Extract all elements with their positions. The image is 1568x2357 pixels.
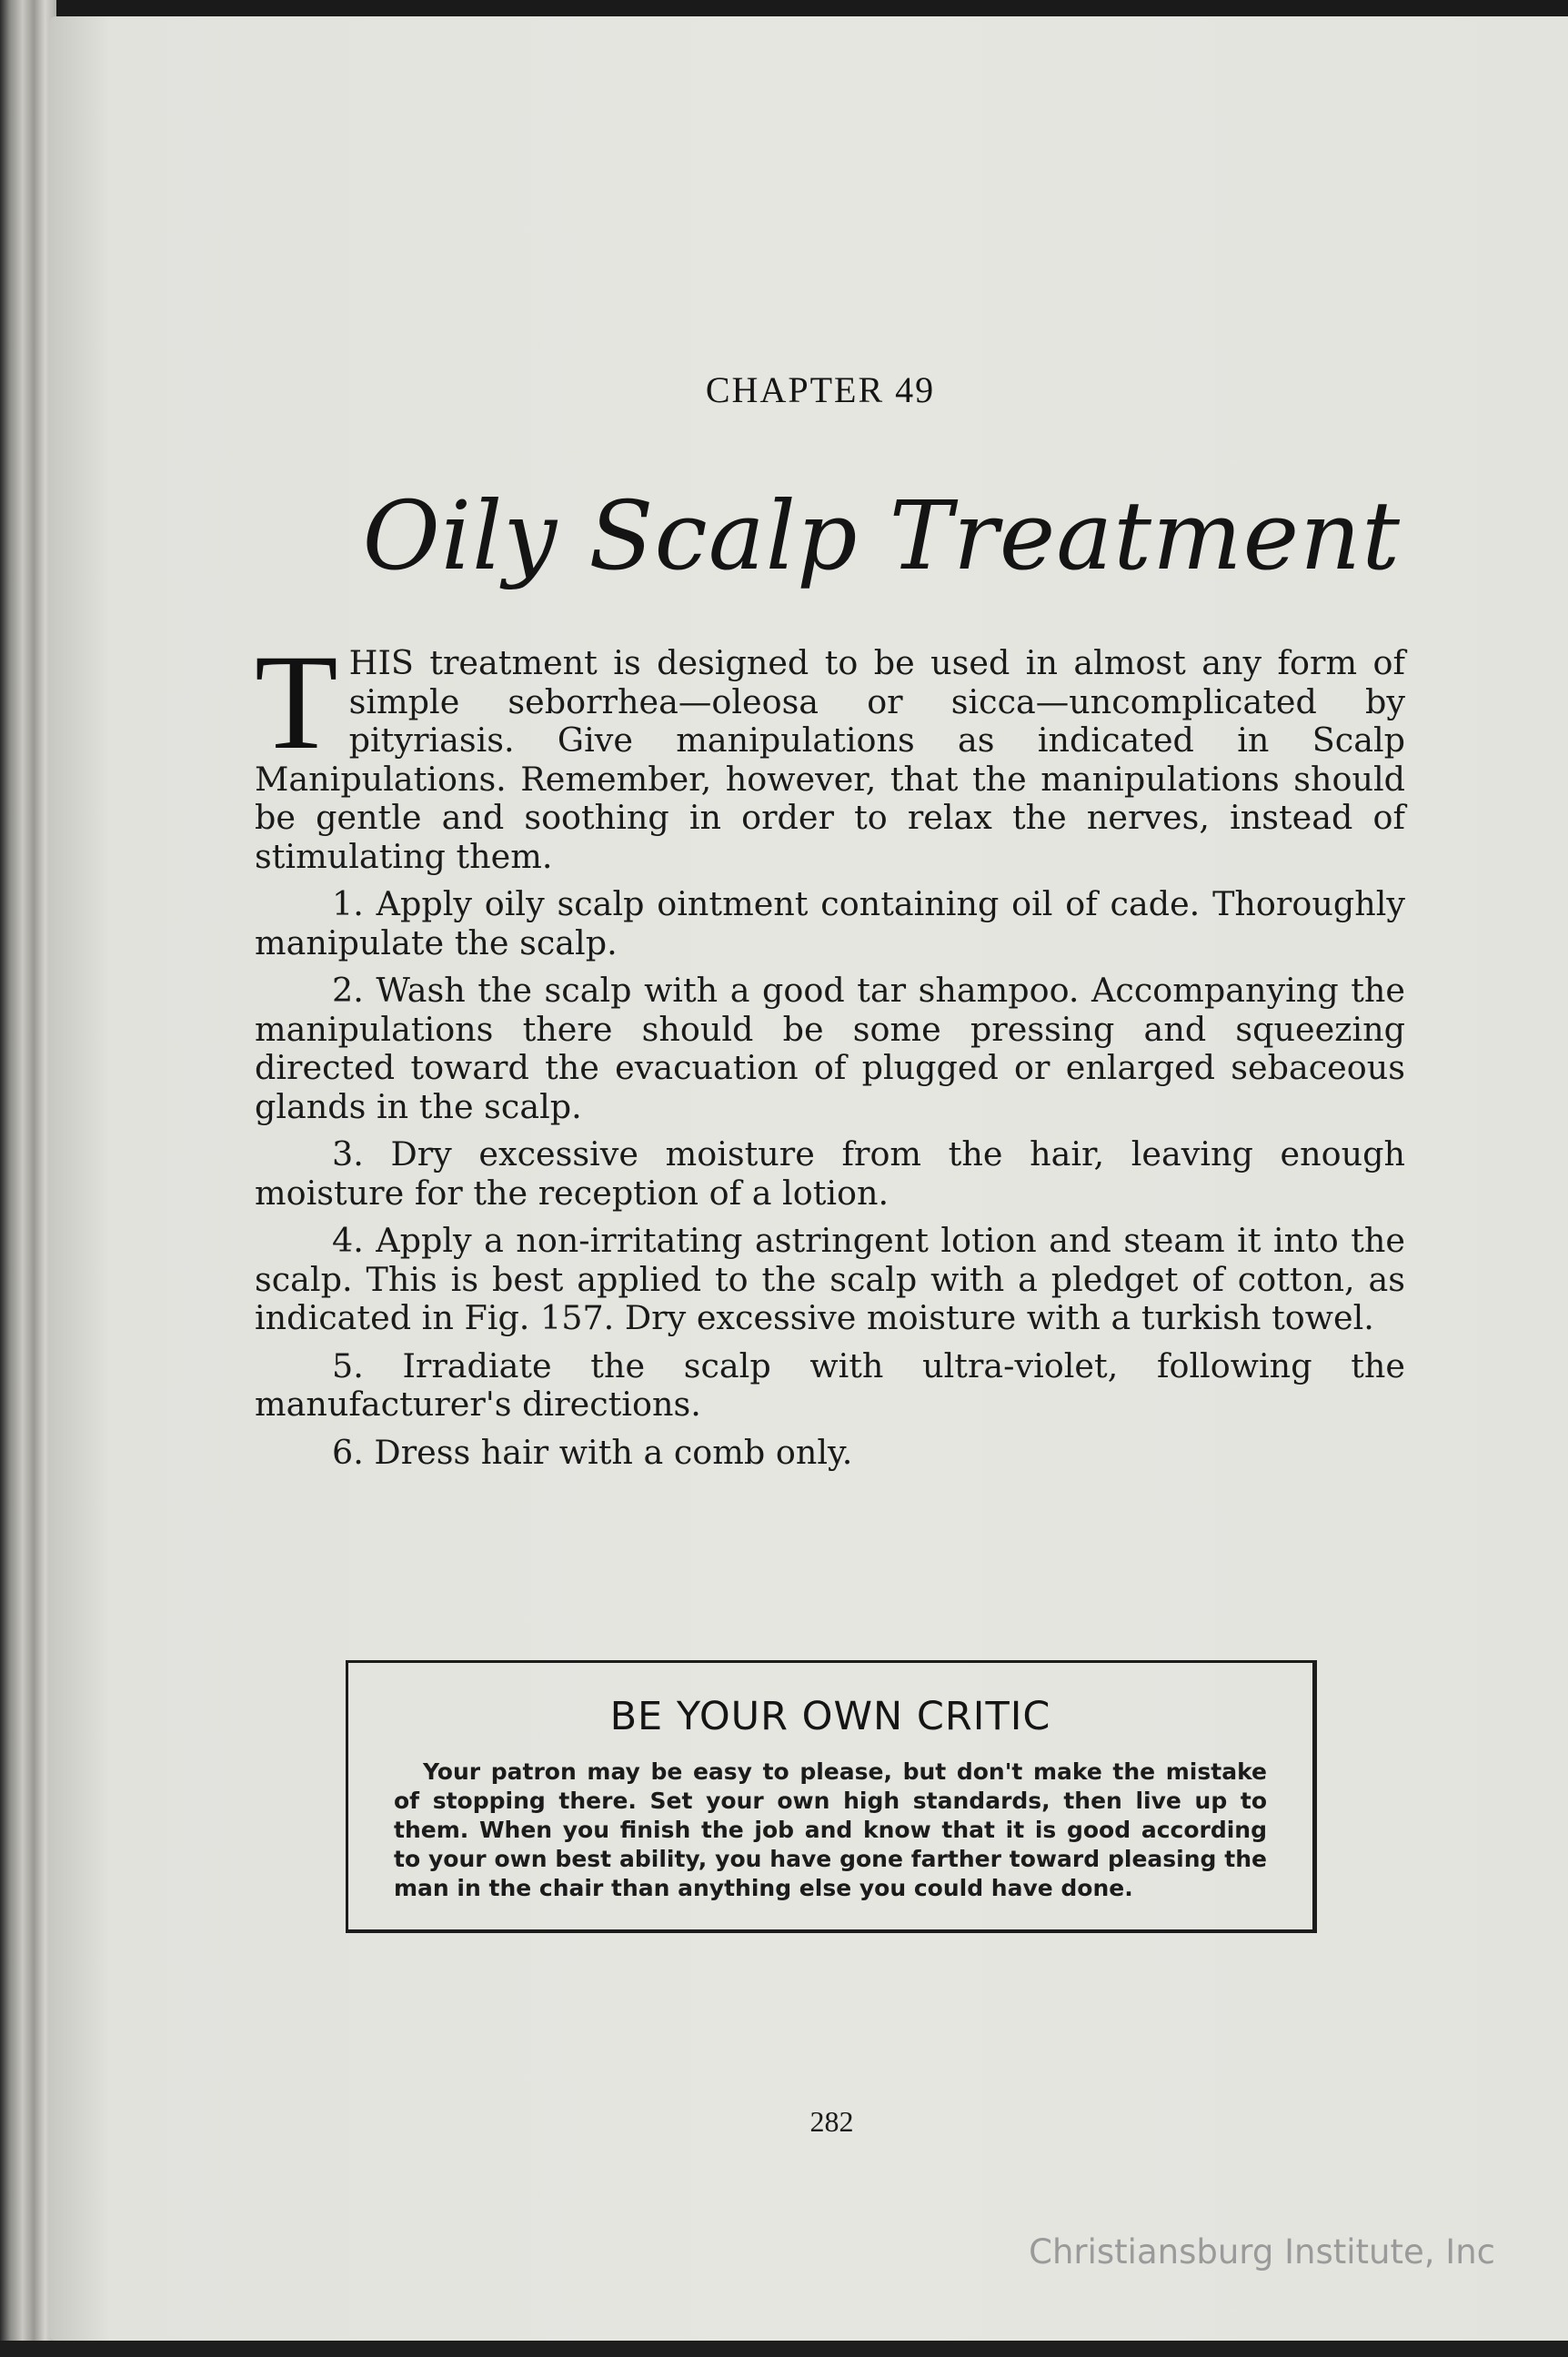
page-number: 282 <box>809 2105 854 2138</box>
page-title: Oily Scalp Treatment <box>362 480 1401 591</box>
intro-text: HIS treatment is designed to be used in almost any form of simple seborrhea—oleosa or sicca—uncomplicated by pityriasis. Give manipulations as indicated in Scalp Manipulations. Remember, however, that the manipulations should be gentle and soothing in order to relax the nerves, instead of stimulating them. <box>255 643 1405 876</box>
step-4: 4. Apply a non-irritating astringent lotion and steam it into the scalp. This is best applied to the scalp with a pledget of cotton, as indicated in Fig. 157. Dry excessive moisture with a turkish towel. <box>255 1221 1405 1337</box>
bottom-edge <box>0 2341 1568 2357</box>
drop-cap: T <box>255 627 338 778</box>
chapter-label: CHAPTER 49 <box>705 369 936 410</box>
step-6: 6. Dress hair with a comb only. <box>332 1432 853 1472</box>
critic-body: Your patron may be easy to please, but don't make the mistake of stopping there. Set your own high standards, then live up to them. When you finish the job and know that it is good according to your own best ability, you have gone farther toward pleasing the man in the chair than anything else you could have done. <box>394 1758 1267 1901</box>
intro-paragraph <box>255 627 1405 876</box>
critic-heading: BE YOUR OWN CRITIC <box>609 1694 1051 1739</box>
step-5: 5. Irradiate the scalp with ultra-violet, following the manufacturer's directions. <box>255 1345 1405 1424</box>
critic-callout-box <box>346 1660 1317 1933</box>
body-text <box>255 627 1405 1472</box>
step-2: 2. Wash the scalp with a good tar shampoo. Accompanying the manipulations there should be some pressing and squeezing directed toward the evacuation of plugged or enlarged sebaceous glands in the scalp. <box>255 971 1405 1126</box>
book-page-edges <box>0 0 56 2357</box>
watermark: Christiansburg Institute, Inc <box>1029 2232 1495 2271</box>
step-1: 1. Apply oily scalp ointment containing oil of cade. Thoroughly manipulate the scalp. <box>255 884 1405 962</box>
step-3: 3. Dry excessive moisture from the hair, leaving enough moisture for the reception of a lotion. <box>255 1134 1405 1213</box>
